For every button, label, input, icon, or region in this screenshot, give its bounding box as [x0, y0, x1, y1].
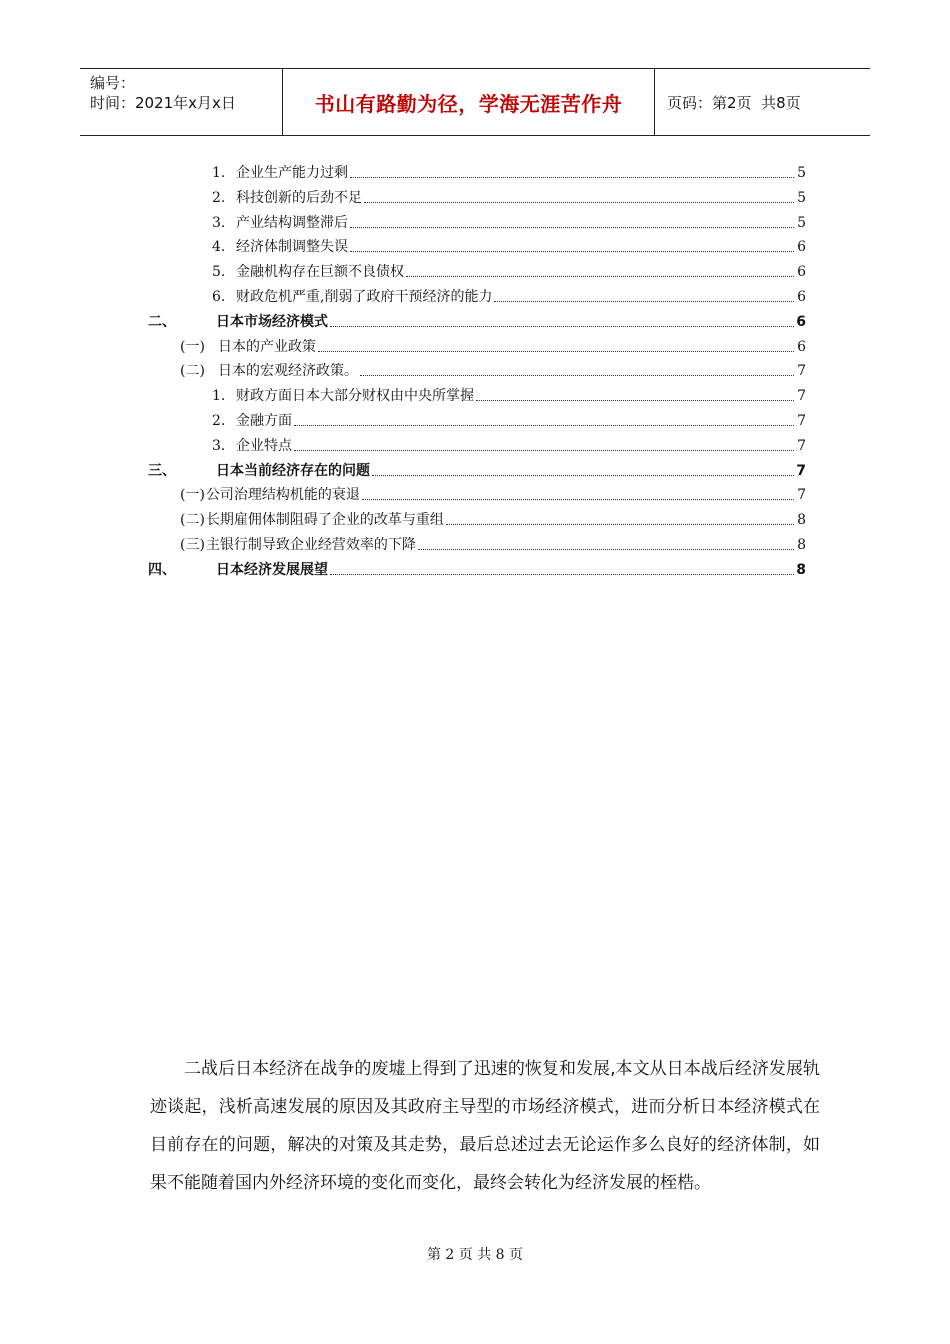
- toc-entry-number: (二): [180, 363, 205, 380]
- toc-entry-title: 企业生产能力过剩: [236, 165, 348, 181]
- toc-entry[interactable]: [212, 208, 806, 232]
- toc-entry-number: (一): [180, 487, 205, 504]
- toc-entry-page: 6: [797, 264, 806, 281]
- toc-entry-title: 日本的宏观经济政策。: [218, 363, 358, 380]
- toc-leader-dots: [362, 498, 794, 500]
- toc-leader-dots: [350, 250, 794, 252]
- toc-leader-dots: [360, 374, 794, 376]
- toc-entry-number: 1.: [212, 388, 226, 405]
- toc-entry-title: 科技创新的后劲不足: [236, 189, 362, 206]
- toc-entry[interactable]: [180, 356, 806, 380]
- toc-entry-page: 7: [797, 388, 806, 405]
- toc-leader-dots: [476, 399, 794, 401]
- toc-entry-number: 四、: [148, 561, 176, 578]
- toc-entry-title: 企业特点: [236, 437, 292, 454]
- toc-entry-number: 3.: [212, 437, 226, 454]
- toc-entry-number: 3.: [212, 214, 226, 231]
- toc-entry-number: (二): [180, 512, 205, 529]
- toc-entry-page: 6: [797, 338, 806, 355]
- toc-entry-page: 8: [797, 512, 806, 529]
- header-motto: 书山有路勤为径，学海无涯苦作舟: [282, 69, 655, 135]
- toc-leader-dots: [294, 449, 794, 451]
- toc-entry[interactable]: [212, 183, 806, 207]
- code-label: 编号：: [90, 74, 136, 92]
- toc-entry-number: (三): [180, 537, 205, 553]
- toc-entry[interactable]: [212, 406, 806, 430]
- toc-entry-page: 7: [797, 437, 806, 454]
- toc-leader-dots: [372, 474, 794, 476]
- toc-entry[interactable]: [212, 431, 806, 455]
- toc-leader-dots: [350, 176, 794, 178]
- toc-leader-dots: [294, 424, 794, 426]
- toc-leader-dots: [406, 275, 794, 277]
- toc-entry[interactable]: [212, 232, 806, 256]
- toc-leader-dots: [318, 350, 794, 352]
- toc-leader-dots: [330, 325, 794, 327]
- toc-entry[interactable]: [180, 480, 806, 504]
- toc-entry-title: 财政危机严重,削弱了政府干预经济的能力: [236, 289, 493, 305]
- toc-entry-number: 2.: [212, 413, 226, 429]
- toc-leader-dots: [418, 548, 794, 550]
- toc-leader-dots: [330, 573, 794, 575]
- toc-entry-number: (一): [180, 338, 205, 355]
- toc-entry[interactable]: [212, 158, 806, 182]
- toc-entry-number: 三、: [148, 462, 176, 479]
- page-footer: 第 2 页 共 8 页: [426, 1247, 524, 1263]
- toc-entry-page: 5: [797, 214, 806, 231]
- toc-entry-page: 7: [797, 363, 806, 380]
- toc-entry-title: 日本的产业政策: [218, 338, 316, 355]
- toc-entry[interactable]: [180, 332, 806, 356]
- toc-entry-page: 6: [796, 313, 806, 330]
- toc-entry-page: 8: [797, 537, 806, 553]
- toc-entry-number: 5.: [212, 264, 226, 281]
- toc-entry-number: 2.: [212, 189, 226, 206]
- toc-entry-title: 日本当前经济存在的问题: [216, 462, 370, 479]
- toc-leader-dots: [446, 523, 794, 525]
- toc-entry-number: 二、: [148, 313, 176, 330]
- toc-entry-page: 7: [797, 413, 806, 429]
- toc-entry-title: 金融机构存在巨额不良债权: [236, 264, 404, 281]
- abstract-text: [150, 1050, 820, 1202]
- toc-entry[interactable]: [180, 505, 806, 529]
- toc-entry[interactable]: [212, 381, 806, 405]
- toc-entry-title: 产业结构调整滞后: [236, 214, 348, 231]
- page-label: 页码：第2页 共8页: [667, 93, 801, 112]
- toc-entry[interactable]: [212, 257, 806, 281]
- toc-entry[interactable]: [212, 282, 806, 306]
- toc-leader-dots: [494, 300, 794, 302]
- toc-leader-dots: [364, 201, 794, 203]
- toc-entry[interactable]: [148, 555, 806, 579]
- toc-entry-page: 8: [796, 561, 806, 578]
- toc-entry-title: 日本市场经济模式: [216, 313, 328, 330]
- toc-entry-title: 财政方面日本大部分财权由中央所掌握: [236, 388, 474, 405]
- toc-entry-number: 4.: [212, 239, 226, 256]
- toc-entry-page: 5: [797, 189, 806, 206]
- toc-entry[interactable]: [148, 456, 806, 480]
- toc-entry-title: 日本经济发展展望: [216, 561, 328, 578]
- toc-entry-number: 1.: [212, 165, 226, 181]
- toc-entry-title: 金融方面: [236, 413, 292, 429]
- toc-entry-number: 6.: [212, 289, 226, 305]
- toc-entry-page: 5: [797, 165, 806, 181]
- toc-entry[interactable]: [148, 307, 806, 331]
- toc-entry-title: 长期雇佣体制阻碍了企业的改革与重组: [205, 512, 444, 529]
- header-page-info: [655, 69, 870, 135]
- toc-entry-page: 7: [796, 462, 806, 479]
- toc-entry-page: 6: [797, 289, 806, 305]
- toc-leader-dots: [350, 226, 794, 228]
- toc-entry-title: 公司治理结构机能的衰退: [205, 487, 360, 504]
- toc-entry[interactable]: [180, 530, 806, 554]
- toc-entry-page: 7: [797, 487, 806, 504]
- toc-entry-title: 主银行制导致企业经营效率的下降: [205, 537, 416, 553]
- toc-entry-page: 6: [797, 239, 806, 256]
- abstract-paragraph: 二战后日本经济在战争的废墟上得到了迅速的恢复和发展,本文从日本战后经济发展轨迹谈起，浅析高速发展的原因及其政府主导型的市场经济模式，进而分析日本经济模式在目前存在的问题，解决的对策及其走势，最后总述过去无论运作多么良好的经济体制，如果不能随着国内外经济环境的变化而变化，最终会转化为经济发展的桎梏。: [150, 1059, 820, 1193]
- time-label: 时间：2021年x月x日: [90, 94, 236, 112]
- page-header: [80, 68, 870, 136]
- toc-entry-title: 经济体制调整失误: [236, 239, 348, 256]
- header-meta: [80, 69, 282, 135]
